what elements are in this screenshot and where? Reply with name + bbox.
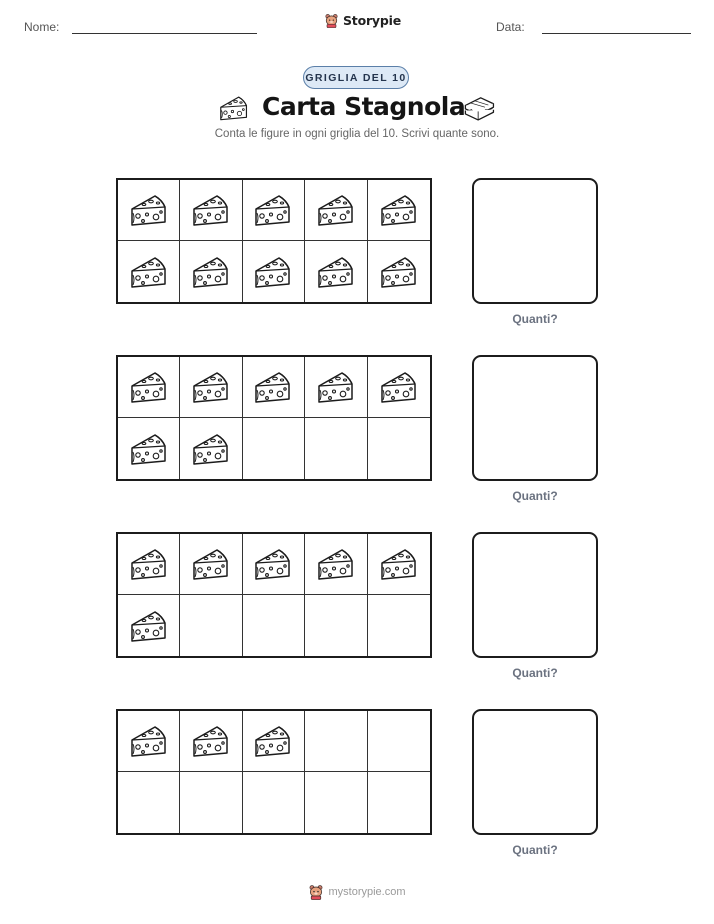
cheese-wedge-icon <box>129 192 169 228</box>
frame-cell <box>118 241 180 302</box>
frame-cell <box>368 180 430 241</box>
frame-cell <box>180 180 242 241</box>
cheese-wedge-icon <box>316 369 356 405</box>
frame-cell <box>305 418 367 479</box>
frame-cell <box>243 418 305 479</box>
worksheet-type-badge: GRIGLIA DEL 10 <box>303 66 409 89</box>
cheese-wedge-icon <box>253 723 293 759</box>
frame-cell <box>180 241 242 302</box>
frame-cell <box>243 711 305 772</box>
frame-cell <box>180 357 242 418</box>
frame-cell <box>305 534 367 595</box>
cheese-wedge-icon <box>316 546 356 582</box>
cheese-wedge-icon <box>218 94 250 122</box>
cheese-wedge-icon <box>129 431 169 467</box>
worksheet-header <box>0 0 714 50</box>
frame-cell <box>180 534 242 595</box>
answer-box-3[interactable] <box>472 532 598 658</box>
cheese-wedge-icon <box>129 608 169 644</box>
name-label: Nome: <box>24 20 60 34</box>
frame-cell <box>118 418 180 479</box>
cheese-wedge-icon <box>129 546 169 582</box>
sandwich-icon <box>462 94 496 122</box>
frame-cell <box>118 772 180 833</box>
frame-cell <box>368 418 430 479</box>
frame-cell <box>368 534 430 595</box>
storypie-mascot-icon <box>308 884 324 900</box>
storypie-mascot-icon <box>324 13 339 28</box>
cheese-wedge-icon <box>191 369 231 405</box>
page-title: Carta Stagnola <box>262 92 466 121</box>
frame-cell <box>305 180 367 241</box>
cheese-wedge-icon <box>316 254 356 290</box>
cheese-wedge-icon <box>191 192 231 228</box>
frame-cell <box>180 595 242 656</box>
answer-label: Quanti? <box>512 312 558 326</box>
ten-frame-4 <box>116 709 432 835</box>
ten-frame-2 <box>116 355 432 481</box>
cheese-wedge-icon <box>253 192 293 228</box>
name-field-line[interactable] <box>72 33 257 34</box>
cheese-wedge-icon <box>191 723 231 759</box>
ten-frame-3 <box>116 532 432 658</box>
cheese-wedge-icon <box>253 546 293 582</box>
frame-cell <box>243 180 305 241</box>
cheese-wedge-icon <box>379 546 419 582</box>
frame-cell <box>305 241 367 302</box>
ten-frame-1 <box>116 178 432 304</box>
answer-label: Quanti? <box>512 666 558 680</box>
frame-cell <box>118 180 180 241</box>
answer-label: Quanti? <box>512 489 558 503</box>
answer-box-1[interactable] <box>472 178 598 304</box>
frame-cell <box>305 711 367 772</box>
brand-name: Storypie <box>343 13 401 28</box>
frame-cell <box>243 772 305 833</box>
footer <box>0 884 714 900</box>
instructions: Conta le figure in ogni griglia del 10. Scrivi quante sono. <box>214 128 500 140</box>
frame-cell <box>118 595 180 656</box>
frame-cell <box>243 595 305 656</box>
title-row <box>0 92 714 126</box>
frame-cell <box>243 241 305 302</box>
cheese-wedge-icon <box>191 254 231 290</box>
cheese-wedge-icon <box>191 431 231 467</box>
answer-label: Quanti? <box>512 843 558 857</box>
frame-cell <box>368 711 430 772</box>
cheese-wedge-icon <box>129 254 169 290</box>
cheese-wedge-icon <box>253 254 293 290</box>
cheese-wedge-icon <box>129 369 169 405</box>
cheese-wedge-icon <box>316 192 356 228</box>
frame-cell <box>118 357 180 418</box>
cheese-wedge-icon <box>191 546 231 582</box>
frame-cell <box>305 595 367 656</box>
cheese-wedge-icon <box>379 369 419 405</box>
footer-url: mystorypie.com <box>328 886 406 898</box>
frame-cell <box>368 241 430 302</box>
frame-cell <box>305 357 367 418</box>
cheese-wedge-icon <box>253 369 293 405</box>
brand-logo <box>324 13 401 28</box>
frame-cell <box>368 357 430 418</box>
answer-box-2[interactable] <box>472 355 598 481</box>
frame-cell <box>243 357 305 418</box>
frame-cell <box>368 772 430 833</box>
frame-cell <box>180 418 242 479</box>
cheese-wedge-icon <box>379 192 419 228</box>
answer-box-4[interactable] <box>472 709 598 835</box>
frame-cell <box>368 595 430 656</box>
cheese-wedge-icon <box>129 723 169 759</box>
frame-cell <box>180 711 242 772</box>
date-label: Data: <box>496 20 525 34</box>
frame-cell <box>118 534 180 595</box>
cheese-wedge-icon <box>379 254 419 290</box>
frame-cell <box>118 711 180 772</box>
frame-cell <box>180 772 242 833</box>
date-field-line[interactable] <box>542 33 691 34</box>
frame-cell <box>243 534 305 595</box>
frame-cell <box>305 772 367 833</box>
